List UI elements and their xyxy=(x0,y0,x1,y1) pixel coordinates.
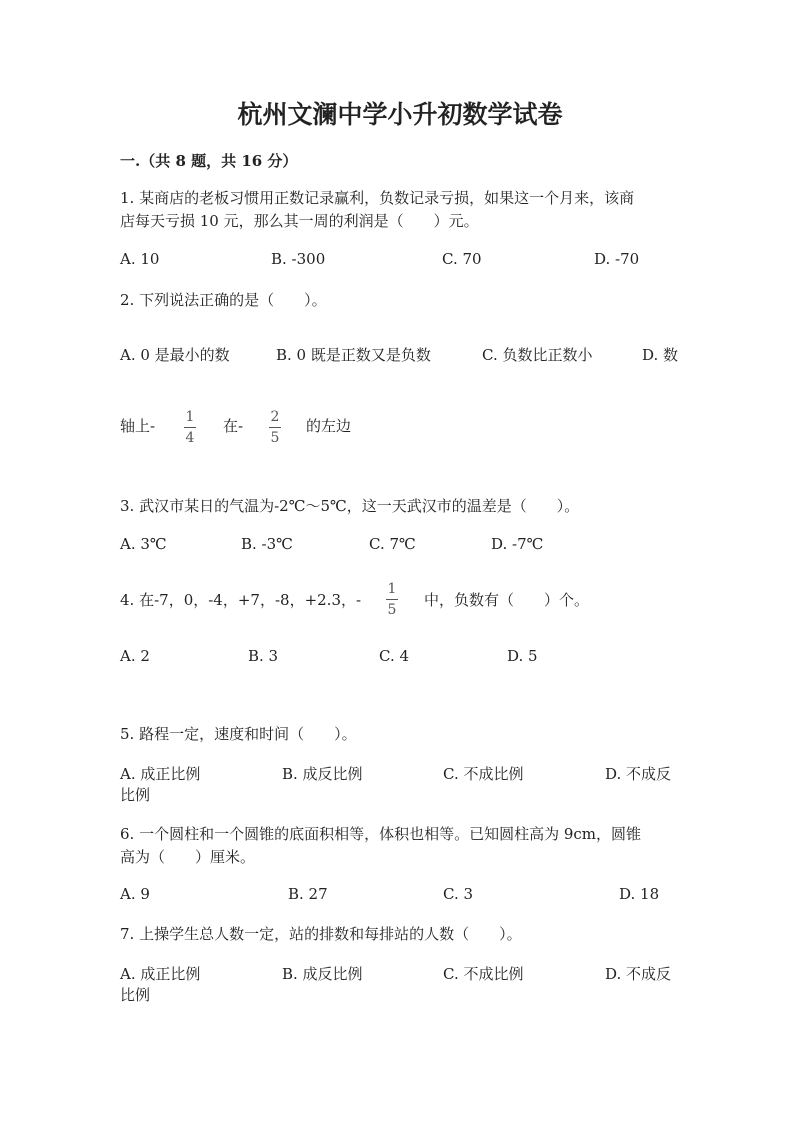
question-6-line-2: 高为（ ）厘米。 xyxy=(120,848,256,866)
question-4-option-b: B. 3 xyxy=(248,647,279,665)
question-5-option-d-cont: 比例 xyxy=(120,786,151,804)
question-7-option-d-cont: 比例 xyxy=(120,986,151,1004)
fraction-numerator: 1 xyxy=(387,581,397,597)
question-4-text-1: 4. 在-7，0，-4，+7，-8，+2.3，- xyxy=(120,591,362,609)
question-4-option-c: C. 4 xyxy=(379,647,410,665)
question-2-option-d-cont-2: 在- xyxy=(223,417,244,435)
question-3-option-a: A. 3℃ xyxy=(120,535,167,553)
fraction-one-fifth xyxy=(386,581,398,618)
fraction-bar xyxy=(184,427,196,428)
fraction-two-fifths xyxy=(269,409,281,446)
question-4-option-a: A. 2 xyxy=(120,647,150,665)
question-1-option-d: D. -70 xyxy=(594,250,640,268)
question-1-line-2: 店每天亏损 10 元，那么其一周的利润是（ ）元。 xyxy=(120,212,479,230)
question-6-line-1: 6. 一个圆柱和一个圆锥的底面积相等，体积也相等。已知圆柱高为 9cm，圆锥 xyxy=(120,825,642,843)
question-7-line-1: 7. 上操学生总人数一定，站的排数和每排站的人数（ ）。 xyxy=(120,925,522,943)
question-4-option-d: D. 5 xyxy=(507,647,538,665)
question-3-option-c: C. 7℃ xyxy=(369,535,416,553)
question-5-option-d: D. 不成反 xyxy=(605,765,672,783)
fraction-numerator: 2 xyxy=(270,409,280,425)
question-2-option-b: B. 0 既是正数又是负数 xyxy=(276,346,431,364)
question-5-line-1: 5. 路程一定，速度和时间（ ）。 xyxy=(120,725,357,743)
question-6-option-b: B. 27 xyxy=(288,885,328,903)
question-4-text-2: 中，负数有（ ）个。 xyxy=(424,591,590,609)
question-2-option-a: A. 0 是最小的数 xyxy=(120,346,230,364)
fraction-one-quarter xyxy=(184,409,196,446)
question-2-option-d: D. 数 xyxy=(642,346,679,364)
fraction-denominator: 5 xyxy=(387,602,397,618)
page-title: 杭州文澜中学小升初数学试卷 xyxy=(237,100,563,129)
question-7-option-a: A. 成正比例 xyxy=(120,965,201,983)
question-2-option-d-cont-3: 的左边 xyxy=(306,417,352,435)
question-6-option-c: C. 3 xyxy=(443,885,474,903)
question-1-line-1: 1. 某商店的老板习惯用正数记录赢利，负数记录亏损，如果这一个月来，该商 xyxy=(120,189,635,207)
question-5-option-c: C. 不成比例 xyxy=(443,765,524,783)
question-6-option-a: A. 9 xyxy=(120,885,150,903)
question-3-option-b: B. -3℃ xyxy=(241,535,293,553)
question-2-option-c: C. 负数比正数小 xyxy=(482,346,593,364)
question-5-option-a: A. 成正比例 xyxy=(120,765,201,783)
section-heading: 一.（共 8 题，共 16 分） xyxy=(120,152,298,170)
question-3-option-d: D. -7℃ xyxy=(491,535,544,553)
question-1-option-a: A. 10 xyxy=(120,250,160,268)
question-1-option-b: B. -300 xyxy=(271,250,326,268)
fraction-denominator: 5 xyxy=(270,430,280,446)
fraction-bar xyxy=(269,427,281,428)
question-7-option-c: C. 不成比例 xyxy=(443,965,524,983)
question-7-option-b: B. 成反比例 xyxy=(282,965,363,983)
question-2-option-d-cont-1: 轴上- xyxy=(120,417,156,435)
question-6-option-d: D. 18 xyxy=(619,885,660,903)
fraction-numerator: 1 xyxy=(185,409,195,425)
question-5-option-b: B. 成反比例 xyxy=(282,765,363,783)
question-7-option-d: D. 不成反 xyxy=(605,965,672,983)
question-3-line-1: 3. 武汉市某日的气温为-2℃～5℃，这一天武汉市的温差是（ ）。 xyxy=(120,497,580,515)
question-1-option-c: C. 70 xyxy=(442,250,482,268)
fraction-bar xyxy=(386,599,398,600)
fraction-denominator: 4 xyxy=(185,430,195,446)
question-2-line-1: 2. 下列说法正确的是（ ）。 xyxy=(120,291,327,309)
